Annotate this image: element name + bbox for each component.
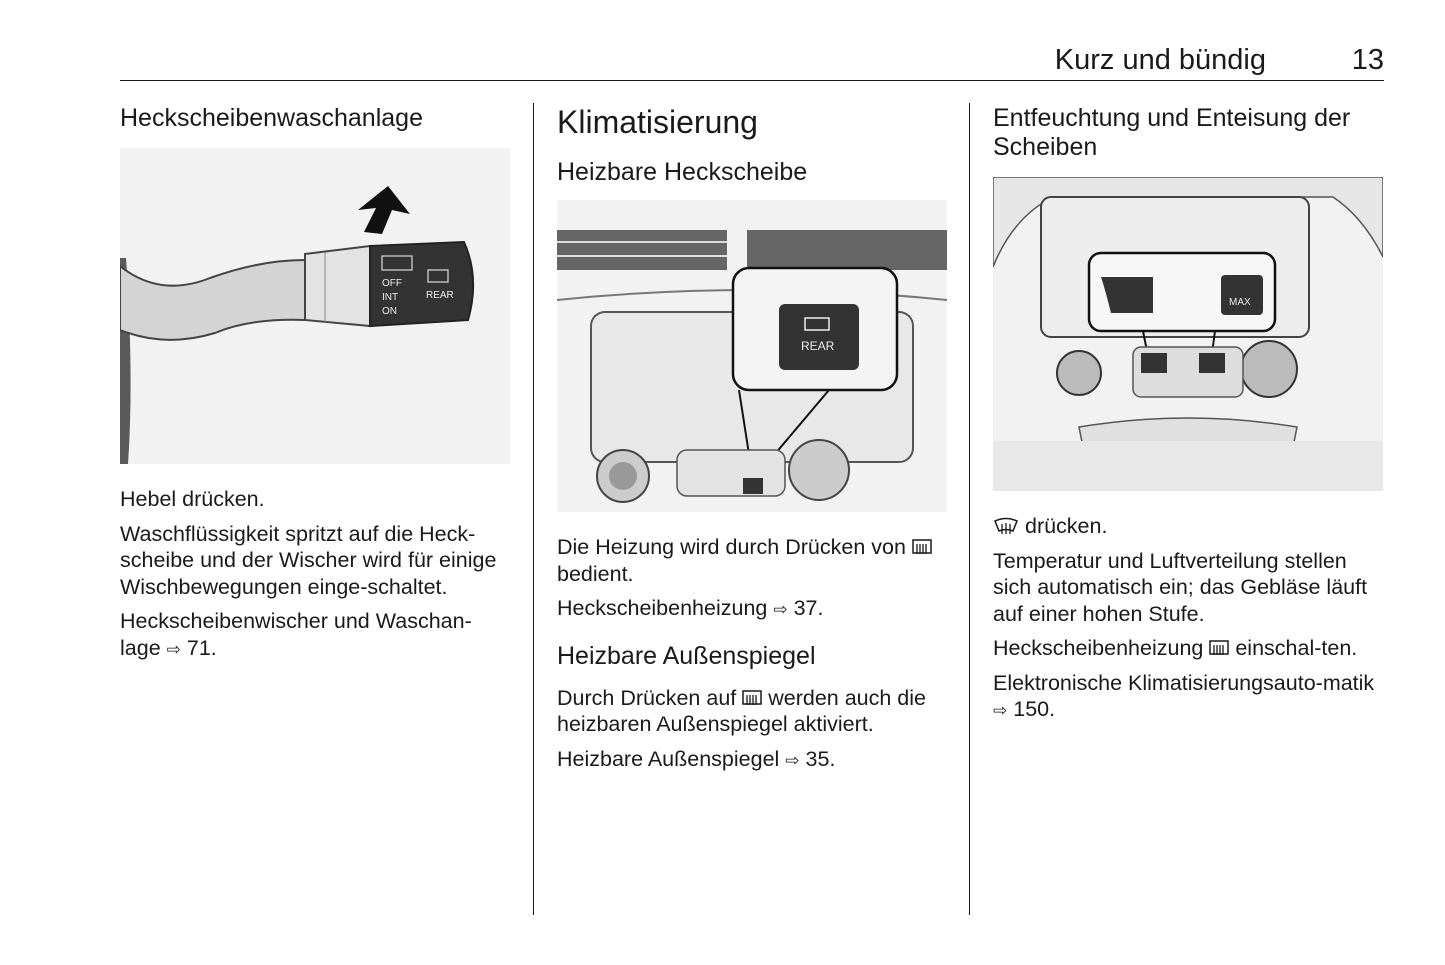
button-label-max: MAX [1229,297,1251,308]
page-header-title: Kurz und bündig [1054,44,1266,76]
page-reference-icon: ⇨ [773,600,788,619]
text-fragment: bedient. [557,561,634,586]
heading-line: Entfeuchtung und Enteisung der [993,104,1351,132]
rear-defrost-icon [912,538,932,556]
paragraph-heating-activation [557,534,949,587]
section-heading-defrost [993,104,1385,162]
ref-text: Heizbare Außenspiegel [557,746,780,771]
ref-text: Elektronische Klimatisierungsauto-matik [993,670,1375,695]
front-defrost-icon [993,517,1019,535]
text-fragment: einschal-ten. [1235,636,1358,660]
page-reference-icon: ⇨ [785,750,800,770]
paragraph-climate-ref [993,670,1385,725]
page-reference-icon: ⇨ [166,639,181,659]
paragraph-press-defrost [993,513,1385,540]
section-heading-heated-rear-window: Heizbare Heckscheibe [557,158,808,186]
column-defrost [993,104,1385,725]
paragraph-rear-heater-on [993,635,1385,662]
paragraph-mirror-activation [557,685,949,738]
section-heading-heated-mirrors: Heizbare Außenspiegel [557,641,816,670]
column-climate [557,104,949,774]
page-reference-icon: ⇨ [993,701,1008,720]
ref-page: 71. [186,635,217,660]
lever-label-int: INT [382,292,399,303]
paragraph-rear-window-ref [557,595,949,624]
ref-page: 37. [793,596,824,620]
paragraph-press-lever: Hebel drücken. [120,487,265,511]
page-number: 13 [1351,44,1384,76]
paragraph-washer-ref [120,608,512,663]
paragraph-auto-settings: Temperatur und Luftverteilung stellen sich automatisch ein; das Gebläse läuft auf einer hohen Stufe. [993,548,1368,626]
column-rear-washer [120,104,512,663]
figure-wiper-lever [120,148,510,464]
column-divider-1 [533,103,534,915]
lever-label-on: ON [382,306,397,317]
paragraph-washer-fluid: Waschflüssigkeit spritzt auf die Heck-scheibe und der Wischer wird für einige Wischbewegungen einge-schaltet. [120,521,497,599]
section-heading-rear-washer: Heckscheibenwaschanlage [120,104,423,132]
text-fragment: Die Heizung wird durch Drücken von [557,535,906,559]
header-rule [120,80,1384,81]
chapter-title-climate: Klimatisierung [557,104,758,140]
lever-label-rear: REAR [426,290,454,301]
text-fragment: werden auch die heizbaren Außenspiegel aktiviert. [557,685,926,736]
ref-page: 35. [805,746,836,771]
figure-defrost-controls [993,177,1383,491]
rear-defrost-icon [742,689,762,707]
rear-defrost-icon [1209,639,1229,657]
text-fragment: Durch Drücken auf [557,685,737,710]
figure-dashboard-rear-button [557,200,947,512]
text-fragment: drücken. [1024,514,1108,538]
button-label-rear: REAR [801,339,835,353]
heading-line: Scheiben [993,133,1098,161]
ref-text: Heckscheibenwischer und Waschan-lage [120,609,472,660]
column-divider-2 [969,103,970,915]
paragraph-mirror-ref [557,746,949,775]
ref-text: Heckscheibenheizung [557,596,768,620]
text-fragment: Heckscheibenheizung [993,636,1204,660]
lever-label-off: OFF [382,278,402,289]
ref-page: 150. [1013,697,1056,721]
